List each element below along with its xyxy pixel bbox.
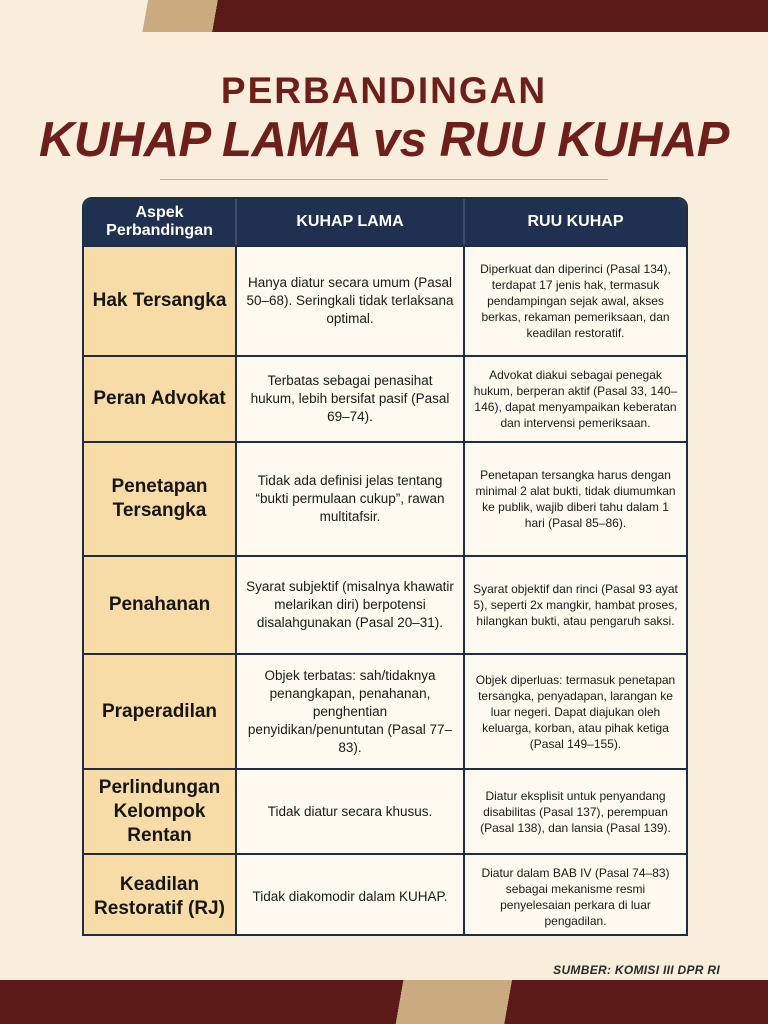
table-row [84,653,686,768]
table-row [84,555,686,653]
aspek-cell: Keadilan Restoratif (RJ) [84,855,237,936]
top-light-stripe [0,0,200,32]
table-row [84,355,686,441]
table-row [84,853,686,936]
kuhap-lama-cell: Syarat subjektif (misalnya khawatir melarikan diri) berpotensi disalahgunakan (Pasal 20–31). [237,557,465,653]
title-line-1: PERBANDINGAN [220,70,548,111]
kuhap-lama-cell: Objek terbatas: sah/tidaknya penangkapan, penahanan, penghentian penyidikan/penuntutan (Pasal 77–83). [237,655,465,768]
header-kuhap-lama: KUHAP LAMA [237,199,465,245]
title-divider [160,179,608,180]
kuhap-lama-cell: Terbatas sebagai penasihat hukum, lebih bersifat pasif (Pasal 69–74). [237,357,465,441]
ruu-kuhap-cell: Diatur eksplisit untuk penyandang disabilitas (Pasal 137), perempuan (Pasal 138), dan lansia (Pasal 139). [465,770,686,853]
table-row [84,768,686,853]
kuhap-lama-cell: Tidak ada definisi jelas tentang “bukti permulaan cukup”, rawan multitafsir. [237,443,465,555]
source-credit: SUMBER: KOMISI III DPR RI [553,963,720,977]
ruu-kuhap-cell: Objek diperluas: termasuk penetapan tersangka, penyadapan, larangan ke luar negeri. Dapat diajukan oleh keluarga, korban, atau pihak ketiga (Pasal 149–155). [465,655,686,768]
title-line-2: KUHAP LAMA vs RUU KUHAP [39,113,729,167]
aspek-cell: Penahanan [84,557,237,653]
comparison-table [82,197,688,936]
kuhap-lama-cell: Tidak diakomodir dalam KUHAP. [237,855,465,936]
ruu-kuhap-cell: Diperkuat dan diperinci (Pasal 134), terdapat 17 jenis hak, termasuk pendampingan sejak awal, akses berkas, rekaman pemeriksaan, dan keadilan restoratif. [465,247,686,355]
ruu-kuhap-cell: Syarat objektif dan rinci (Pasal 93 ayat 5), seperti 2x mangkir, hambat proses, hilangkan bukti, atau pengaruh saksi. [465,557,686,653]
aspek-cell: Perlindungan Kelompok Rentan [84,770,237,853]
bottom-gold-stripe [0,980,768,1024]
table-row [84,245,686,355]
table-row [84,441,686,555]
aspek-cell: Praperadilan [84,655,237,768]
ruu-kuhap-cell: Advokat diakui sebagai penegak hukum, berperan aktif (Pasal 33, 140–146), dapat menyampaikan keberatan dan intervensi pemeriksaan. [465,357,686,441]
aspek-cell: Penetapan Tersangka [84,443,237,555]
kuhap-lama-cell: Hanya diatur secara umum (Pasal 50–68). Seringkali tidak terlaksana optimal. [237,247,465,355]
header-ruu-kuhap: RUU KUHAP [527,213,624,230]
aspek-cell: Hak Tersangka [84,247,237,355]
ruu-kuhap-cell: Diatur dalam BAB IV (Pasal 74–83) sebagai mekanisme resmi penyelesaian perkara di luar pengadilan. [465,855,686,936]
table-header-row [84,199,686,245]
ruu-kuhap-cell: Penetapan tersangka harus dengan minimal 2 alat bukti, tidak diumumkan ke publik, wajib diberi tahu dalam 1 hari (Pasal 85–86). [465,443,686,555]
kuhap-lama-cell: Tidak diatur secara khusus. [237,770,465,853]
aspek-cell: Peran Advokat [84,357,237,441]
header-aspek: Aspek Perbandingan [84,199,237,245]
table-body [84,245,686,936]
